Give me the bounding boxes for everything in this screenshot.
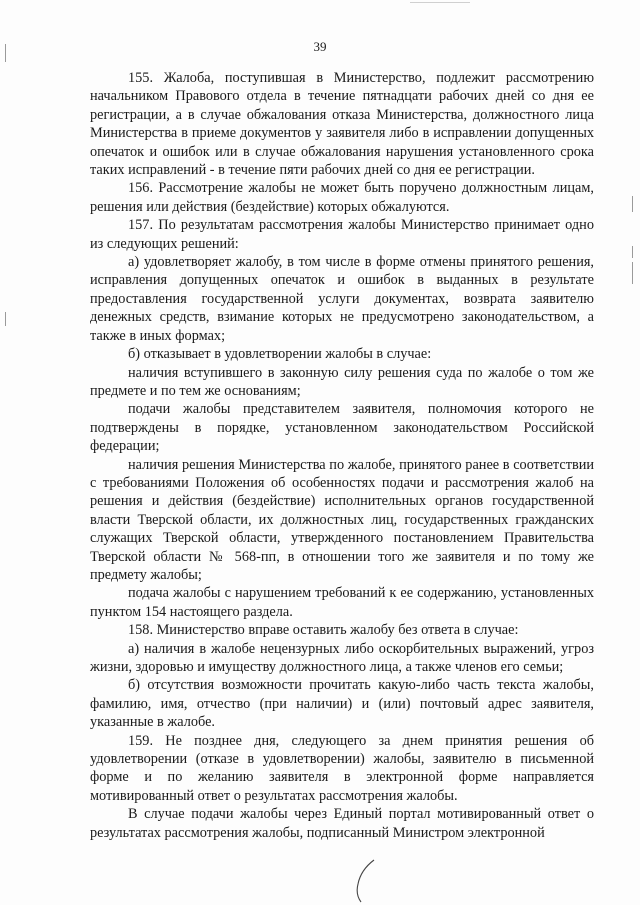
paragraph-159: 159. Не позднее дня, следующего за днем принятия решения об удовлетворении (отказе в удовлетворении) жалобы, заявителю в письменной форме и по желанию заявителя в электронной форме направляется мотивированный ответ о результатах рассмотрения жалобы. [90, 732, 594, 804]
paragraph-portal-response: В случае подачи жалобы через Единый портал мотивированный ответ о результатах рассмотрения жалобы, подписанный Министром электронной [90, 806, 594, 841]
paragraph-157-b: б) отказывает в удовлетворении жалобы в случае: [128, 346, 432, 363]
paragraph-157: 157. По результатам рассмотрения жалобы Министерство принимает одно из следующих решений: [90, 217, 594, 252]
paragraph-158: 158. Министерство вправе оставить жалобу без ответа в случае: [128, 622, 519, 639]
document-body [90, 69, 594, 842]
scan-edge-mark-right-b [632, 262, 633, 284]
paragraph-refusal-court-decision: наличия вступившего в законную силу решения суда по жалобе о том же предмете и по тем же основаниям; [90, 364, 594, 399]
paragraph-157-a: а) удовлетворяет жалобу, в том числе в форме отмены принятого решения, исправления допущенных опечаток и ошибок в выданных в результате предоставления государственной услуги документах, возврата заявителю денежных средств, взимание которых не предусмотрено законодательством, а также в иных формах; [90, 254, 594, 344]
paragraph-155: 155. Жалоба, поступившая в Министерство, подлежит рассмотрению начальником Правового отдела в течение пятнадцати рабочих дней со дня ее регистрации, а в случае обжалования отказа Министерства, должностного лица Министерства в приеме документов у заявителя либо в исправлении допущенных опечаток и ошибок или в случае обжалования нарушения установленного срока таких исправлений - в течение пяти рабочих дней со дня ее регистрации. [90, 70, 594, 179]
paragraph-156: 156. Рассмотрение жалобы не может быть поручено должностным лицам, решения или действия (бездействие) которых обжалуются. [90, 180, 594, 215]
scan-edge-mark-left-mid [5, 312, 6, 326]
paragraph-158-a: а) наличия в жалобе нецензурных либо оскорбительных выражений, угроз жизни, здоровью и имуществу должностного лица, а также членов его семьи; [90, 640, 594, 675]
pen-stroke-mark [352, 858, 378, 904]
scan-edge-mark-top [410, 2, 470, 3]
paragraph-refusal-representative: подачи жалобы представителем заявителя, полномочия которого не подтверждены в порядке, установленном законодательством Российской федерации; [90, 401, 594, 455]
paragraph-refusal-content-requirements: подача жалобы с нарушением требований к ее содержанию, установленных пунктом 154 настоящего раздела. [90, 585, 594, 620]
page-number: 39 [313, 39, 327, 54]
paragraph-158-b: б) отсутствия возможности прочитать какую-либо часть текста жалобы, фамилию, имя, отчество (при наличии) и (или) почтовый адрес заявителя, указанные в жалобе. [90, 677, 594, 731]
scan-edge-mark-right-top [632, 196, 633, 212]
scan-edge-mark-right-a [632, 246, 633, 258]
paragraph-refusal-prior-decision: наличия решения Министерства по жалобе, принятого ранее в соответствии с требованиями Положения об особенностях подачи и рассмотрения жалоб на решения и действия (бездействие) исполнительных органов государственной власти Тверской области, их должностных лиц, государственных гражданских служащих Тверской области, утвержденного постановлением Правительства Тверской области № 568-пп, в отношении того же заявителя и по тому же предмету жалобы; [90, 456, 594, 583]
